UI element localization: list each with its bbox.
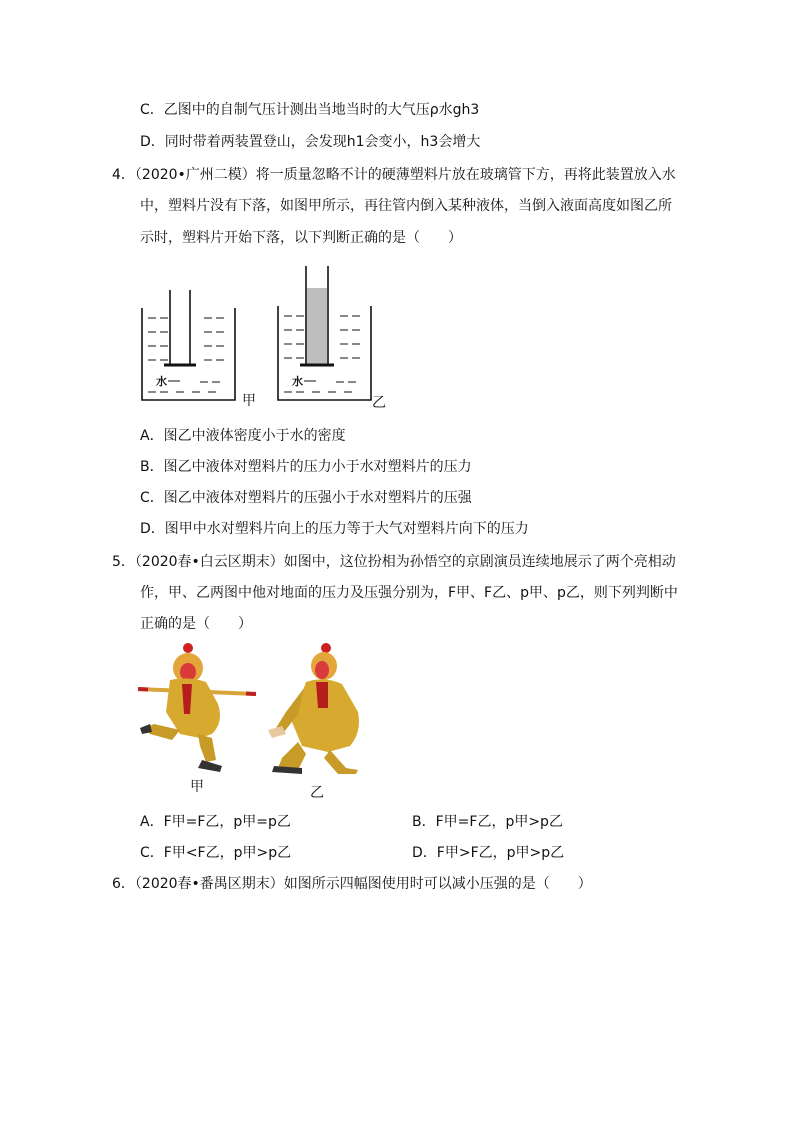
q5-option-b: B．F甲=F乙，p甲>p乙 — [412, 814, 563, 830]
tube-liquid — [307, 288, 327, 364]
q3-option-d — [140, 132, 480, 152]
water-label: 水 — [156, 375, 167, 388]
q3-option-d-text: D．同时带着两装置登山，会发现h1会变小，h3会增大 — [140, 134, 481, 150]
q5-stem-line-2: 作，甲、乙两图中他对地面的压力及压强分别为，F甲、F乙、p甲、p乙，则下列判断中 — [140, 585, 678, 601]
q6-stem-line-1: 6．（2020春•番禺区期末）如图所示四幅图使用时可以减小压强的是（ ） — [112, 876, 592, 892]
q4-stem-line-3: 示时，塑料片开始下落，以下判断正确的是（ ） — [140, 230, 462, 246]
q5-option-c: C．F甲<F乙，p甲>p乙 — [140, 845, 292, 861]
q5-stem-line-3: 正确的是（ ） — [140, 616, 252, 632]
q4-option-c: C．图乙中液体对塑料片的压强小于水对塑料片的压强 — [140, 490, 472, 506]
q4-figure-jia — [140, 290, 240, 405]
q5-caption-jia: 甲 — [190, 779, 204, 795]
q4-caption-yi: 乙 — [372, 395, 386, 411]
q4-option-b: B．图乙中液体对塑料片的压力小于水对塑料片的压力 — [140, 459, 472, 475]
q5-option-d: D．F甲>F乙，p甲>p乙 — [412, 845, 565, 861]
q4-stem-line-1: 4．（2020•广州二模）将一质量忽略不计的硬薄塑料片放在玻璃管下方，再将此装置放入水 — [112, 167, 676, 183]
q5-performer-yi-image — [258, 642, 368, 777]
q3-option-c-text: C．乙图中的自制气压计测出当地当时的大气压ρ水gh3 — [140, 102, 480, 118]
water-label: 水 — [292, 375, 303, 388]
q3-option-c — [140, 100, 479, 120]
q4-option-a: A．图乙中液体密度小于水的密度 — [140, 428, 346, 444]
q5-caption-yi: 乙 — [310, 785, 324, 801]
q5-stem-line-1: 5．（2020春•白云区期末）如图中，这位扮相为孙悟空的京剧演员连续地展示了两个亮相动 — [112, 554, 676, 570]
q5-option-a: A．F甲=F乙，p甲=p乙 — [140, 814, 291, 830]
q4-caption-jia: 甲 — [242, 393, 256, 409]
q5-performer-jia-image — [136, 642, 260, 777]
q4-option-d: D．图甲中水对塑料片向上的压力等于大气对塑料片向下的压力 — [140, 521, 529, 537]
q4-stem-line-2: 中，塑料片没有下落，如图甲所示，再往管内倒入某种液体，当倒入液面高度如图乙所 — [140, 198, 672, 214]
q4-figure-yi — [276, 266, 376, 406]
